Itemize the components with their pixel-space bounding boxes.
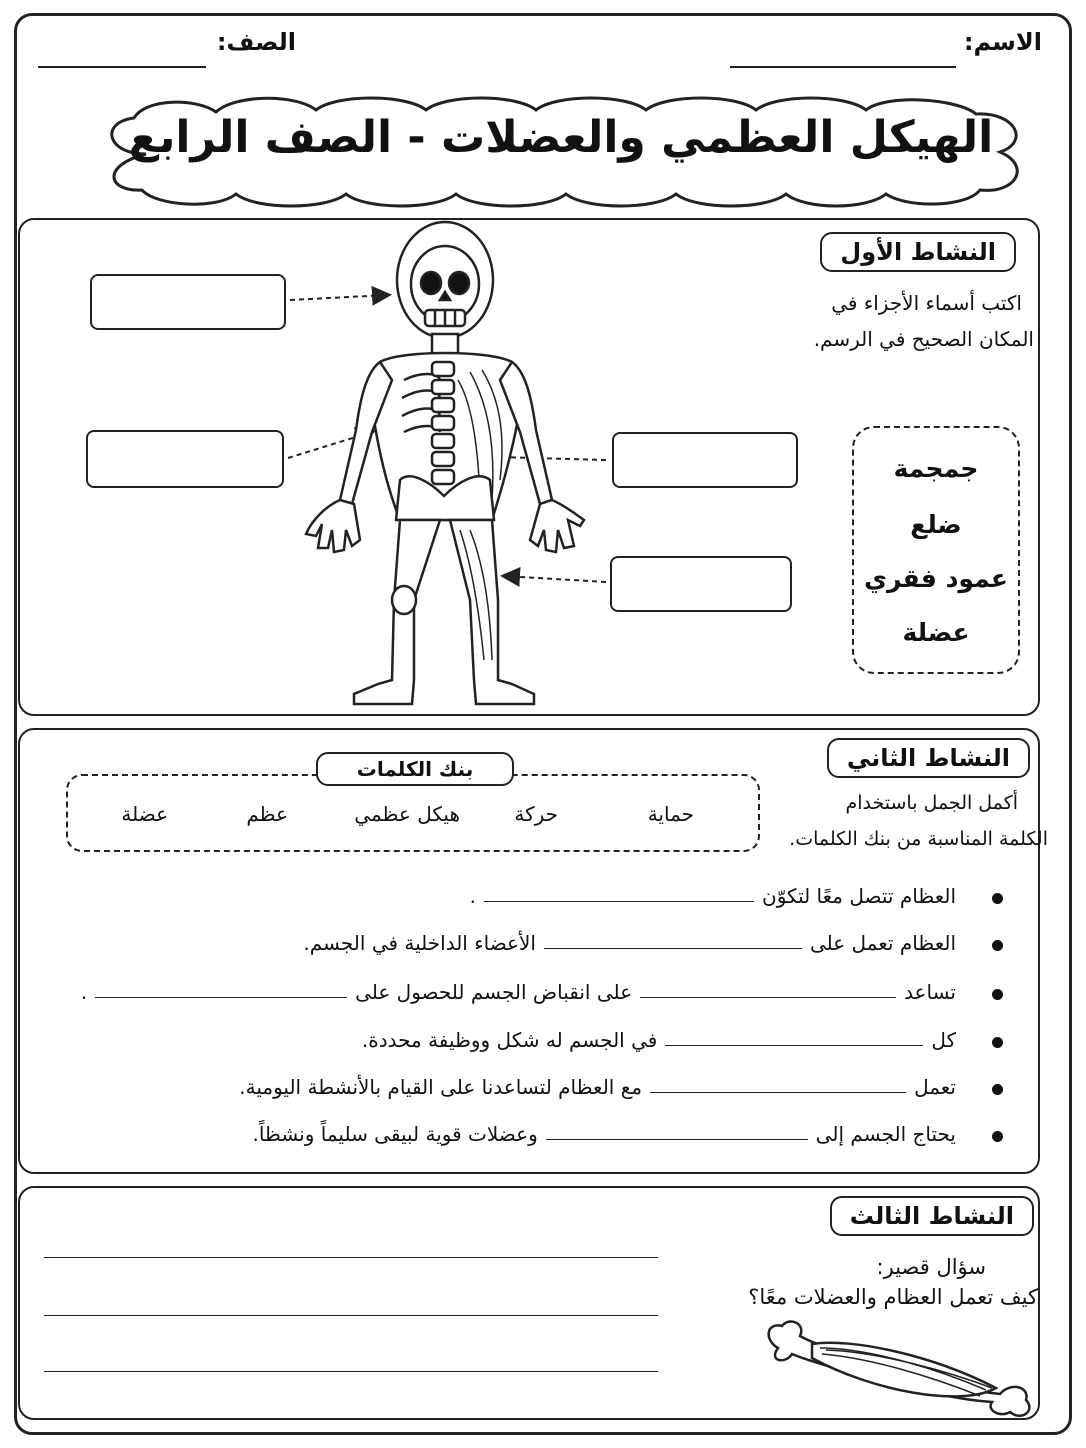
sentence-2-blank[interactable] xyxy=(544,947,802,949)
bank-word-skull: جمجمة xyxy=(893,454,979,483)
sentence-3 xyxy=(81,980,956,1004)
sentence-1-before: العظام تتصل معًا لتكوّن xyxy=(762,884,956,908)
activity1-instruction-line2: المكان الصحيح في الرسم. xyxy=(813,327,1034,351)
activity3-question-label: سؤال قصير: xyxy=(876,1255,986,1279)
answer-line-3[interactable] xyxy=(44,1370,658,1372)
bank-word-bone: عظم xyxy=(246,802,288,826)
bank-word-movement: حركة xyxy=(514,802,558,826)
page-title: الهيكل العظمي والعضلات - الصف الرابع xyxy=(128,112,994,163)
bullet xyxy=(992,893,1003,904)
bullet xyxy=(992,1131,1003,1142)
activity2-badge: النشاط الثاني xyxy=(827,738,1030,778)
answer-line-2[interactable] xyxy=(44,1314,658,1316)
arrow-skull xyxy=(290,295,388,300)
sentence-2-before: العظام تعمل على xyxy=(809,931,956,955)
bullet xyxy=(992,1037,1003,1048)
activity3-badge: النشاط الثالث xyxy=(830,1196,1034,1236)
sentence-6 xyxy=(252,1122,956,1146)
name-label: الاسم: xyxy=(963,28,1042,56)
sentence-2 xyxy=(303,931,956,955)
sentence-6-blank[interactable] xyxy=(546,1138,808,1140)
bank-word-skeleton: هيكل عظمي xyxy=(354,802,460,826)
activity3-question: كيف تعمل العظام والعضلات معًا؟ xyxy=(748,1285,1038,1309)
activity2-instruction-line2: الكلمة المناسبة من بنك الكلمات. xyxy=(789,828,1048,850)
sentence-5 xyxy=(239,1075,956,1099)
bank-word-spine: عمود فقري xyxy=(864,564,1008,593)
sentence-5-blank[interactable] xyxy=(650,1091,906,1093)
sentence-6-before: يحتاج الجسم إلى xyxy=(815,1122,956,1146)
class-label: الصف: xyxy=(216,28,296,56)
answer-line-1[interactable] xyxy=(44,1256,658,1258)
sentence-4-after: في الجسم له شكل ووظيفة محددة. xyxy=(361,1028,658,1052)
sentence-2-after: الأعضاء الداخلية في الجسم. xyxy=(303,931,536,955)
sentence-4-before: كل xyxy=(931,1028,956,1052)
bullet xyxy=(992,940,1003,951)
bank-word-protection: حماية xyxy=(647,802,694,826)
arrow-leg xyxy=(504,576,606,582)
activity1-badge: النشاط الأول xyxy=(820,232,1016,272)
sentence-1-blank[interactable] xyxy=(484,900,754,902)
activity1-instruction-line1: اكتب أسماء الأجزاء في xyxy=(831,291,1022,315)
body-outline xyxy=(306,222,584,704)
bullet xyxy=(992,1084,1003,1095)
bullet xyxy=(992,989,1003,1000)
sentence-3-blank-2[interactable] xyxy=(95,996,347,998)
word-bank-title: بنك الكلمات xyxy=(316,752,514,786)
sentence-4 xyxy=(362,1028,956,1052)
bank-word-muscle: عضلة xyxy=(902,618,970,647)
sentence-3-middle: على انقباض الجسم للحصول على xyxy=(355,980,633,1004)
bone-muscle-illustration xyxy=(760,1318,1040,1418)
sentence-6-after: وعضلات قوية لبيقى سليماً ونشظاً. xyxy=(252,1122,538,1146)
sentence-3-blank-1[interactable] xyxy=(640,996,896,998)
sentence-3-after: . xyxy=(80,980,88,1004)
sentence-4-blank[interactable] xyxy=(665,1044,923,1046)
sentence-3-before: تساعد xyxy=(904,980,956,1004)
bank-word-rib: ضلع xyxy=(910,510,962,539)
sentence-5-before: تعمل xyxy=(914,1075,956,1099)
sentence-1 xyxy=(470,884,956,908)
sentence-5-after: مع العظام لتساعدنا على القيام بالأنشطة اليومية. xyxy=(239,1075,643,1099)
bank-word-muscle2: عضلة xyxy=(121,802,168,826)
sentence-1-after: . xyxy=(469,884,476,908)
activity2-instruction-line1: أكمل الجمل باستخدام xyxy=(845,792,1018,814)
